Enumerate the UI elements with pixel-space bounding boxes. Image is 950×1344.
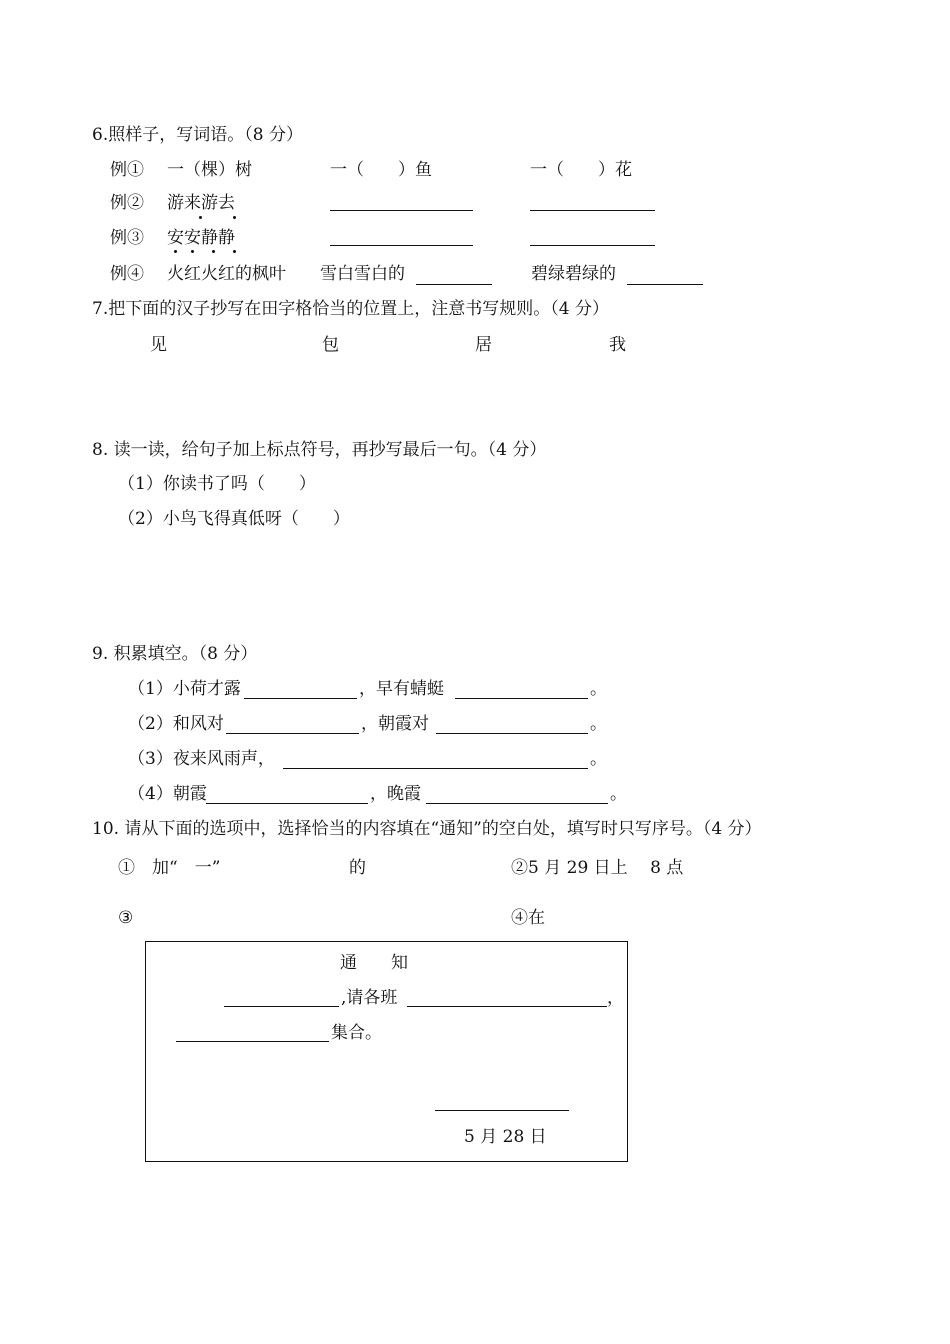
q10-option-1: ① 加“ 一” <box>118 858 221 878</box>
emphasis-dot <box>199 216 202 219</box>
notice-blank-signature[interactable] <box>435 1110 569 1111</box>
notice-date: 5 月 28 日 <box>464 1127 547 1147</box>
q6-ex1-word: 一（棵）树 <box>167 160 252 180</box>
q9-line3-answer[interactable] <box>283 768 588 769</box>
q10-option-4: ④在 <box>511 908 545 928</box>
q9-title: 9. 积累填空。（8 分） <box>92 644 258 664</box>
q9-line1-answer-1[interactable] <box>244 698 357 699</box>
emphasis-dot <box>233 216 236 219</box>
q9-line4-answer-2[interactable] <box>426 803 608 804</box>
q6-ex4-prompt-b: 碧绿碧绿的 <box>531 264 616 284</box>
q9-line2-end: 。 <box>590 714 607 734</box>
notice-line1-end: ， <box>607 988 624 1008</box>
q6-ex3-tag: 例③ <box>110 228 144 248</box>
q7-char-2: 包 <box>322 335 339 355</box>
q9-line2-answer-1[interactable] <box>226 733 359 734</box>
q9-line1-answer-2[interactable] <box>455 698 588 699</box>
q7-title: 7.把下面的汉子抄写在田字格恰当的位置上，注意书写规则。（4 分） <box>92 299 609 319</box>
q9-line4-a: （4）朝霞 <box>128 784 207 804</box>
q6-ex4-word: 火红火红的枫叶 <box>167 264 286 284</box>
q10-option-3: ③ <box>118 908 134 928</box>
q9-line1-end: 。 <box>590 679 607 699</box>
q7-char-3: 居 <box>475 335 492 355</box>
notice-box <box>145 941 628 1162</box>
notice-title: 通 知 <box>340 953 408 973</box>
q8-title: 8. 读一读，给句子加上标点符号，再抄写最后一句。（4 分） <box>92 440 547 460</box>
q9-line1-b: ，早有蜻蜓 <box>359 679 444 699</box>
q6-ex2-word: 游来游去 <box>167 193 235 213</box>
emphasis-dot <box>233 250 236 253</box>
q6-ex4-prompt-a: 雪白雪白的 <box>320 264 405 284</box>
notice-blank-3[interactable] <box>176 1041 329 1042</box>
q6-ex3-word: 安安静静 <box>167 228 235 248</box>
q9-line2-answer-2[interactable] <box>436 733 588 734</box>
q6-ex1-tag: 例① <box>110 160 144 180</box>
q10-title: 10. 请从下面的选项中，选择恰当的内容填在“通知”的空白处，填写时只写序号。（4 分） <box>92 819 762 839</box>
q9-line1-a: （1）小荷才露 <box>128 679 241 699</box>
q6-ex4-tag: 例④ <box>110 264 144 284</box>
q9-line4-b: ，晚霞 <box>370 784 421 804</box>
q9-line4-answer-1[interactable] <box>206 803 368 804</box>
notice-line1-text: ,请各班 <box>341 988 398 1008</box>
q9-line3-end: 。 <box>590 749 607 769</box>
q9-line4-end: 。 <box>610 784 627 804</box>
notice-blank-2[interactable] <box>407 1006 607 1007</box>
q6-ex3-answer-1[interactable] <box>330 245 473 246</box>
q9-line2-b: ，朝霞对 <box>361 714 429 734</box>
notice-blank-1[interactable] <box>224 1006 339 1007</box>
q7-char-1: 见 <box>150 335 167 355</box>
emphasis-dot <box>212 250 215 253</box>
q6-ex2-tag: 例② <box>110 193 144 213</box>
q6-ex4-answer-a[interactable] <box>416 284 492 285</box>
q8-sentence-1: （1）你读书了吗（ ） <box>118 474 316 494</box>
q10-option-2: ②5 月 29 日上 8 点 <box>511 858 684 878</box>
q8-sentence-2: （2）小鸟飞得真低呀（ ） <box>118 509 350 529</box>
q9-line3-a: （3）夜来风雨声， <box>128 749 275 769</box>
q6-title: 6.照样子，写词语。（8 分） <box>92 125 303 145</box>
emphasis-dot <box>191 250 194 253</box>
q10-option-1-tail: 的 <box>349 858 366 878</box>
q6-ex4-answer-b[interactable] <box>627 284 703 285</box>
q6-ex2-answer-1[interactable] <box>330 210 473 211</box>
q6-ex2-answer-2[interactable] <box>530 210 655 211</box>
q6-ex3-answer-2[interactable] <box>530 245 655 246</box>
q6-ex1-blank-fish: 一（ ）鱼 <box>330 160 432 180</box>
q9-line2-a: （2）和风对 <box>128 714 224 734</box>
q6-ex1-blank-flower: 一（ ）花 <box>530 160 632 180</box>
notice-line2-text: 集合。 <box>331 1023 382 1043</box>
q7-char-4: 我 <box>609 335 626 355</box>
emphasis-dot <box>174 250 177 253</box>
